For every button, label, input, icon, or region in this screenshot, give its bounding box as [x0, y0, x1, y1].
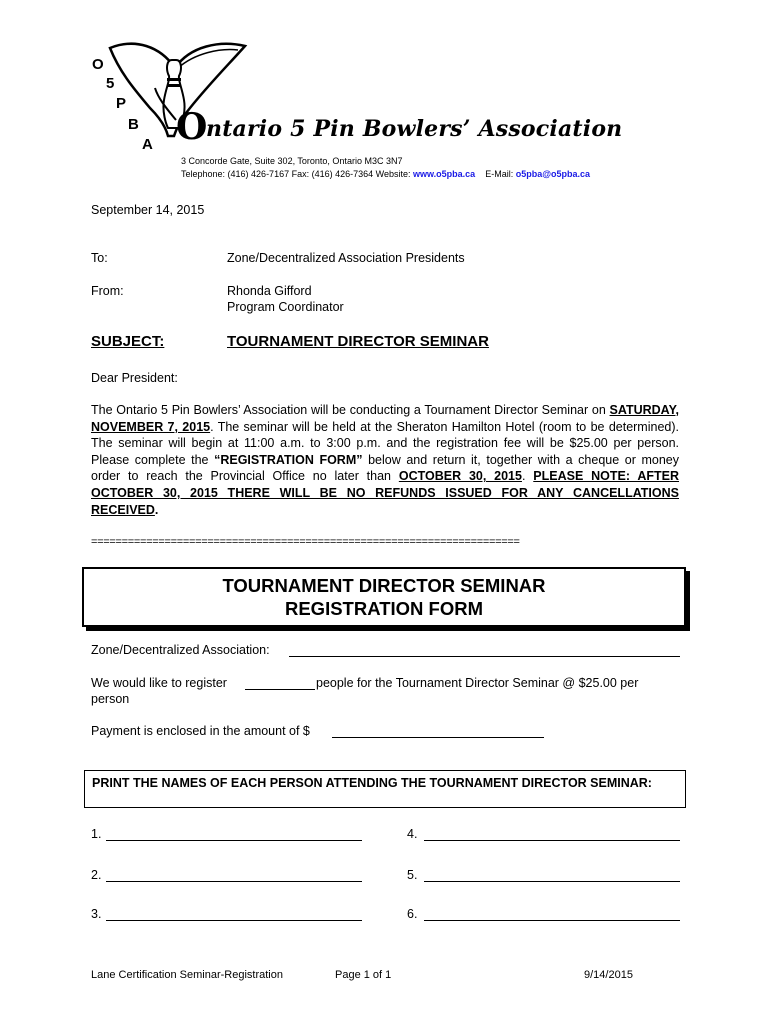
attendee-field-2[interactable] — [106, 881, 362, 882]
org-name-initial: O — [176, 106, 208, 148]
attendee-number-5: 5. — [407, 868, 418, 882]
memo-date: September 14, 2015 — [91, 203, 205, 217]
footer-left: Lane Certification Seminar-Registration — [91, 969, 283, 981]
from-title: Program Coordinator — [227, 300, 344, 314]
deadline-date: OCTOBER 30, 2015 — [398, 469, 522, 484]
registration-form-header — [82, 567, 686, 627]
body-paragraph: The Ontario 5 Pin Bowlers’ Association will be conducting a Tournament Director Seminar on SATURDAY, NOVEMBER 7, 2015. The seminar will be held at the Sheraton Hamilton Hotel (room to be determined). The seminar will begin at 11:00 a.m. to 3:00 p.m. and the registration fee will be $25.00 per person. Please complete the “REGISTRATION FORM” below and return it, together with a cheque or money order to reach the Provincial Office no later than OCTOBER 30, 2015. PLEASE NOTE: AFTER OCTOBER 30, 2015 THERE WILL BE NO REFUNDS ISSUED FOR ANY CANCELLATIONS RECEIVED. — [91, 403, 680, 517]
print-names-instruction: PRINT THE NAMES OF EACH PERSON ATTENDING THE TOURNAMENT DIRECTOR SEMINAR: — [92, 776, 652, 790]
subject-label: SUBJECT: — [91, 333, 165, 350]
logo-letter-b: B — [128, 116, 139, 133]
zone-field[interactable] — [289, 656, 680, 657]
from-label: From: — [91, 284, 124, 298]
address-line: 3 Concorde Gate, Suite 302, Toronto, Ontario M3C 3N7 — [181, 156, 403, 166]
form-title-line1: TOURNAMENT DIRECTOR SEMINAR — [222, 575, 546, 596]
org-name: ntario 5 Pin Bowlers’ Association — [206, 116, 623, 142]
attendee-number-1: 1. — [91, 827, 102, 841]
email-link[interactable]: o5pba@o5pba.ca — [515, 169, 591, 179]
people-count-field[interactable] — [245, 689, 315, 690]
attendee-number-4: 4. — [407, 827, 418, 841]
telephone-fax: Telephone: (416) 426-7167 Fax: (416) 426-7364 Website: — [181, 169, 411, 179]
seminar-date: SATURDAY, NOVEMBER 7, 2015 — [91, 403, 679, 434]
email-label: E-Mail: — [485, 169, 514, 179]
attendee-number-2: 2. — [91, 868, 102, 882]
zone-label: Zone/Decentralized Association: — [91, 643, 270, 657]
attendee-number-3: 3. — [91, 907, 102, 921]
register-wrap: person — [91, 692, 130, 706]
website-link[interactable]: www.o5pba.ca — [413, 169, 476, 179]
payment-label: Payment is enclosed in the amount of $ — [91, 724, 310, 738]
form-title-line2: REGISTRATION FORM — [284, 598, 483, 619]
payment-amount-field[interactable] — [332, 737, 544, 738]
attendee-field-6[interactable] — [424, 920, 680, 921]
contact-line — [181, 169, 590, 179]
footer-page: Page 1 of 1 — [335, 969, 392, 981]
logo-letter-p: P — [116, 95, 127, 112]
attendee-field-4[interactable] — [424, 840, 680, 841]
attendee-number-6: 6. — [407, 907, 418, 921]
logo-letter-a: A — [142, 136, 153, 153]
registration-form-ref: “REGISTRATION FORM” — [214, 452, 363, 467]
attendee-field-3[interactable] — [106, 920, 362, 921]
logo-letter-5: 5 — [106, 75, 115, 92]
attendee-field-5[interactable] — [424, 881, 680, 882]
to-value: Zone/Decentralized Association Presidents — [227, 251, 465, 265]
print-names-box — [84, 770, 686, 808]
footer-date: 9/14/2015 — [584, 969, 633, 981]
salutation: Dear President: — [91, 371, 178, 385]
from-name: Rhonda Gifford — [227, 284, 312, 298]
refund-note: PLEASE NOTE: AFTER OCTOBER 30, 2015 THERE WILL BE NO REFUNDS ISSUED FOR ANY CANCELLATIONS RECEIVED — [91, 469, 680, 517]
subject-value: TOURNAMENT DIRECTOR SEMINAR — [227, 333, 489, 350]
to-label: To: — [91, 251, 108, 265]
logo-letter-o: O — [92, 56, 104, 73]
attendee-field-1[interactable] — [106, 840, 362, 841]
separator-line: ====================================================================== — [91, 536, 520, 548]
register-prefix: We would like to register — [91, 676, 227, 690]
register-suffix: people for the Tournament Director Seminar @ $25.00 per — [316, 676, 639, 690]
